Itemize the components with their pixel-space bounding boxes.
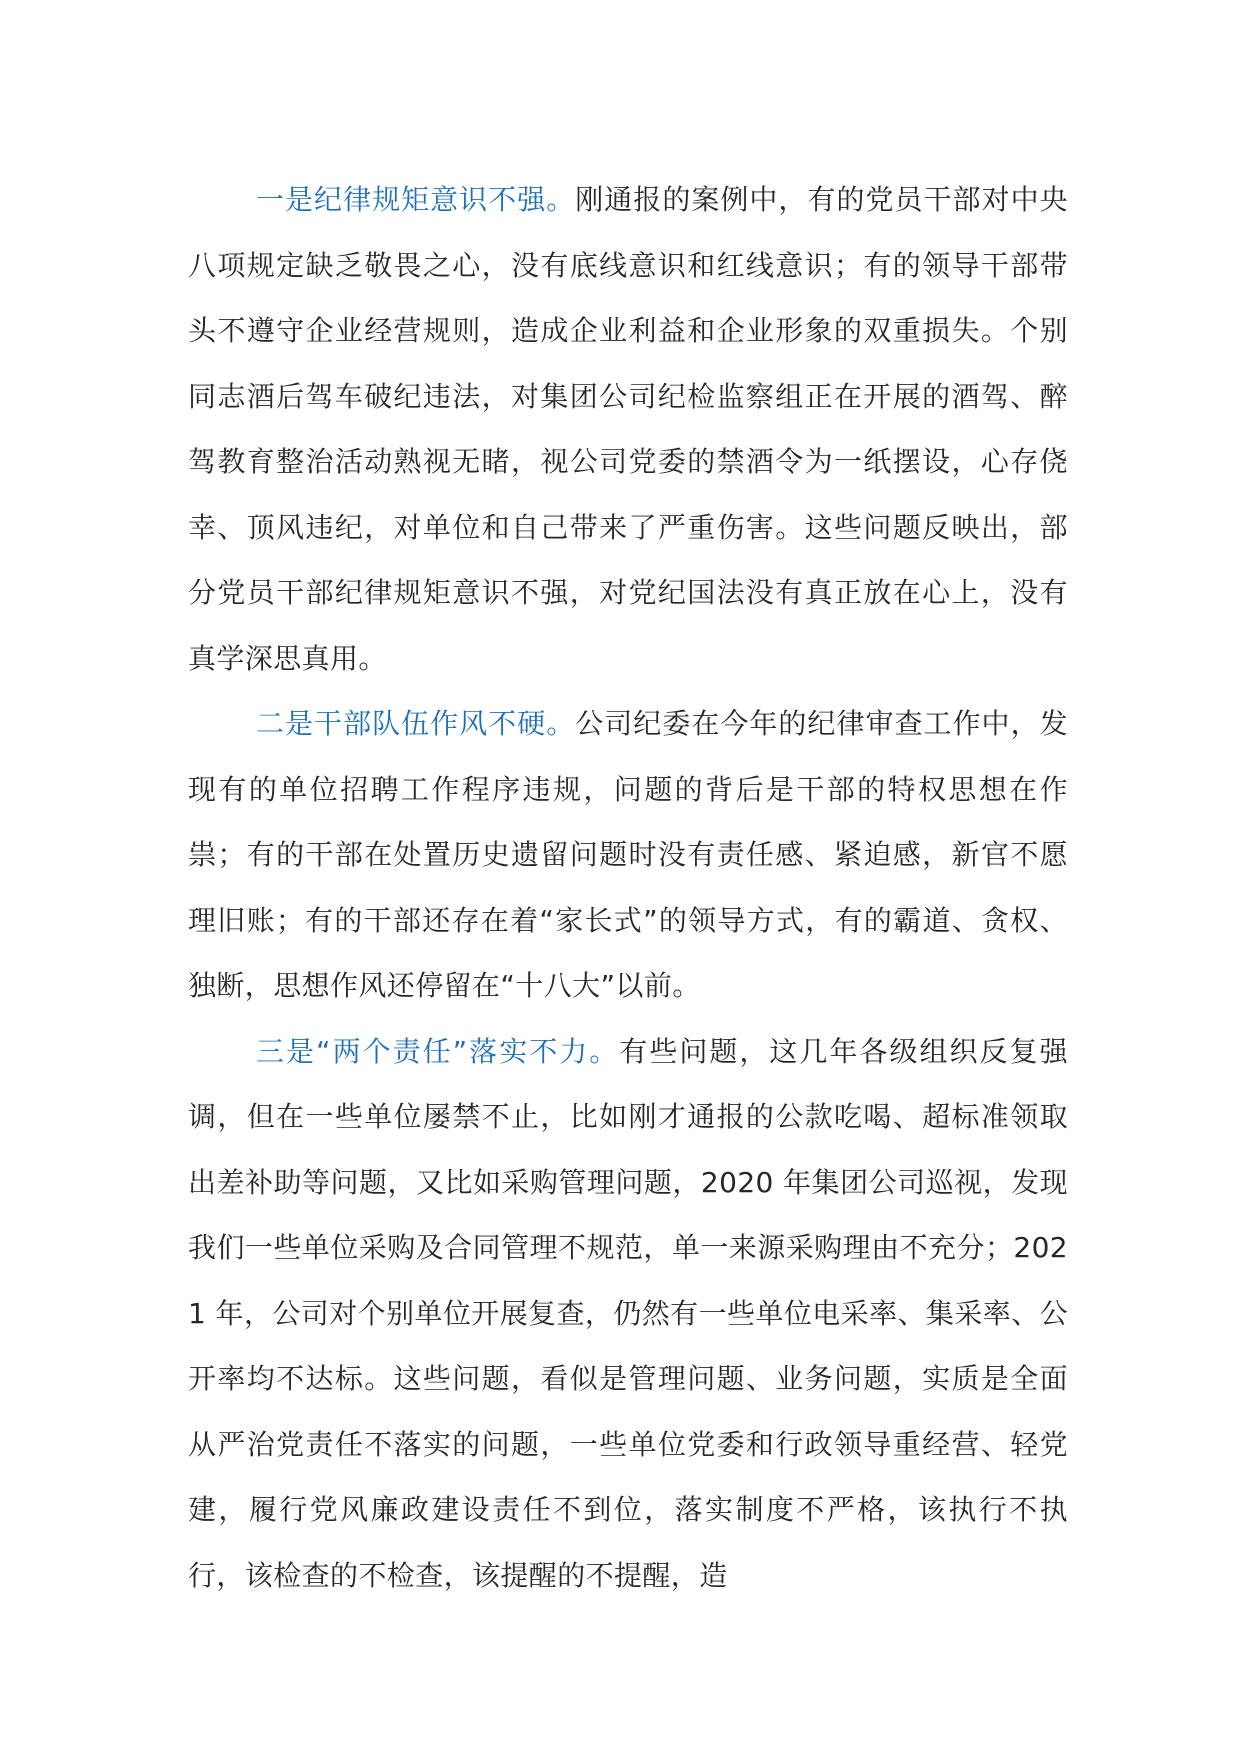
- paragraph-discipline-awareness: [188, 167, 1068, 691]
- paragraph-cadre-work-style: [188, 691, 1068, 1019]
- paragraph-heading: 一是纪律规矩意识不强。: [256, 183, 576, 216]
- paragraph-text: 刚通报的案例中，有的党员干部对中央八项规定缺乏敬畏之心，没有底线意识和红线意识；有的领导干部带头不遵守企业经营规则，造成企业利益和企业形象的双重损失。个别同志酒后驾车破纪违法，对集团公司纪检监察组正在开展的酒驾、醉驾教育整治活动熟视无睹，视公司党委的禁酒令为一纸摆设，心存侥幸、顶风违纪，对单位和自己带来了严重伤害。这些问题反映出，部分党员干部纪律规矩意识不强，对党纪国法没有真正放在心上，没有真学深思真用。: [188, 183, 1068, 675]
- paragraph-heading: 三是“两个责任”落实不力。: [256, 1034, 620, 1068]
- paragraph-text: 公司纪委在今年的纪律审查工作中，发现有的单位招聘工作程序违规，问题的背后是干部的特权思想在作祟；有的干部在处置历史遗留问题时没有责任感、紧迫感，新官不愿理旧账；有的干部还存在着“家长式”的领导方式，有的霸道、贪权、独断，思想作风还停留在“十八大”以前。: [188, 707, 1068, 1002]
- paragraph-text: 有些问题，这几年各级组织反复强调，但在一些单位屡禁不止，比如刚才通报的公款吃喝、超标准领取出差补助等问题，又比如采购管理问题，2020 年集团公司巡视，发现我们一些单位采购及合同管理不规范，单一来源采购理由不充分；2021 年，公司对个别单位开展复查，仍然有一些单位电采率、集采率、公开率均不达标。这些问题，看似是管理问题、业务问题，实质是全面从严治党责任不落实的问题，一些单位党委和行政领导重经营、轻党建，履行党风廉政建设责任不到位，落实制度不严格，该执行不执行，该检查的不检查，该提醒的不提醒，造: [188, 1034, 1068, 1592]
- paragraph-heading: 二是干部队伍作风不硬。: [256, 707, 576, 740]
- document-body: [188, 167, 1068, 1608]
- paragraph-two-responsibilities: [188, 1019, 1068, 1609]
